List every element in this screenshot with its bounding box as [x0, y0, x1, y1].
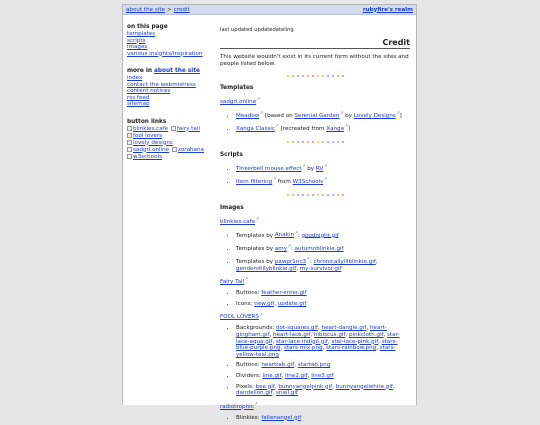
list-text: ] [399, 112, 402, 119]
sparkle-dot [312, 141, 314, 143]
sparkle-dot [287, 75, 289, 77]
file-link[interactable]: new.gif [254, 300, 275, 307]
page-container [122, 4, 417, 421]
credit-site-radiotrophic[interactable]: radiotrophic ↗ [220, 404, 258, 410]
file-link[interactable]: star-lace-indigo.gif [275, 338, 328, 345]
file-link[interactable]: startab.png [297, 362, 331, 369]
file-link[interactable]: heart-lace.gif [273, 331, 311, 338]
top-bar [123, 5, 416, 15]
list-item [236, 230, 410, 239]
file-link[interactable]: bunnyangelpink.gif [278, 383, 333, 390]
sparkle-dot [297, 194, 299, 196]
list-item [236, 362, 410, 369]
button-links [127, 126, 215, 161]
credit-link-serenial-garden[interactable]: Serenial Garden ↗ [294, 113, 343, 119]
file-link[interactable]: bunnyangelwhite.gif [335, 383, 393, 390]
credit-link-xanga-classic[interactable]: Xanga Classic ↗ [236, 126, 279, 132]
credit-link-rv[interactable]: RV ↗ [316, 166, 327, 172]
credit-site-fairy-tail[interactable]: Fairy Tail ↗ [220, 279, 248, 285]
list-text: : [290, 245, 295, 252]
list-text: Templates by [236, 245, 275, 252]
sparkle-dot [312, 194, 314, 196]
sparkle-dot [317, 194, 319, 196]
file-link[interactable]: line2.gif [285, 372, 308, 379]
scripts-list [236, 163, 410, 186]
list-text: Buttons: [236, 290, 262, 297]
sparkle-dot [302, 194, 304, 196]
button-link-zorahana[interactable]: zorahana [177, 146, 204, 153]
credit-site-fool-lovers[interactable]: FOOL LOVERS ↗ [220, 314, 263, 320]
list-text: Blinkies: [236, 414, 262, 421]
file-list: hearttab.gif, startab.png [261, 362, 331, 369]
sparkle-dot [322, 194, 324, 196]
sparkle-dot [327, 75, 329, 77]
credit-link-lovely-designs[interactable]: Lovely Designs ↗ [354, 113, 400, 119]
file-link[interactable]: genderstillyblinkie.gif [236, 265, 297, 272]
more-in-prefix: more in [127, 68, 152, 74]
broken-image-icon [172, 147, 177, 152]
sparkle-dot [312, 75, 314, 77]
page-title: Credit [220, 38, 410, 49]
credit-site-blinkies[interactable]: blinkies.cafe ↗ [220, 219, 259, 225]
sparkle-divider [220, 190, 410, 201]
list-text: Templates by [236, 259, 275, 266]
file-link[interactable]: update.gif [277, 300, 307, 307]
broken-image-icon [127, 140, 132, 145]
nav-scripts[interactable]: scripts [127, 37, 146, 44]
sparkle-dot [287, 194, 289, 196]
sparkle-dot [342, 75, 344, 77]
sparkle-dot [327, 194, 329, 196]
list-text: [based on [263, 112, 295, 119]
sparkle-divider [220, 70, 410, 81]
list-text: by [343, 112, 354, 119]
file-link[interactable]: heart-dangle.gif [321, 325, 367, 332]
sparkle-dot [327, 141, 329, 143]
file-link[interactable]: autumnblinkie.gif [294, 245, 344, 252]
sparkle-dot [322, 141, 324, 143]
nav-index[interactable]: index [127, 75, 143, 81]
list-item [236, 325, 410, 358]
list-item [236, 110, 410, 119]
sparkle-dot [342, 194, 344, 196]
sparkle-dot [337, 194, 339, 196]
broken-image-icon [127, 126, 132, 131]
button-link-fairy-tail[interactable]: fairy tail [176, 125, 200, 132]
on-this-page-list [127, 31, 215, 57]
file-link[interactable]: snail.gif [276, 390, 298, 397]
button-link-blinkies[interactable]: blinkies.cafe [133, 125, 169, 132]
breadcrumb [126, 7, 190, 13]
fairy-tail-list [236, 290, 410, 307]
more-in-about-link[interactable]: about the site [153, 68, 200, 74]
credit-link-tinkerbell[interactable]: Tinkerbell mouse effect ↗ [236, 166, 305, 172]
breadcrumb-separator: > [166, 6, 172, 13]
images-heading: Images [220, 204, 244, 211]
credit-link-w3schools[interactable]: W3Schools ↗ [293, 179, 327, 185]
file-link[interactable]: goodnight.gif [301, 232, 339, 239]
sparkle-dot [307, 194, 309, 196]
site-title-link[interactable]: rubyfire's realm [362, 6, 413, 13]
nav-insights[interactable]: various insights/inspiration [127, 50, 203, 57]
list-item [236, 163, 410, 172]
last-updated: last updated updatedateling [220, 27, 294, 33]
file-link[interactable]: feather-enter.gif [261, 290, 307, 297]
button-link-lovely-designs[interactable]: lovely designs [133, 139, 173, 146]
broken-image-icon [171, 126, 176, 131]
templates-heading: Templates [220, 85, 254, 91]
sparkle-dot [332, 75, 334, 77]
more-in-list [127, 75, 215, 108]
button-link-sadgrl[interactable]: sadgrl.online [133, 146, 170, 153]
list-text: Templates by [236, 232, 275, 239]
credit-link-meadow[interactable]: Meadow ↗ [236, 113, 263, 119]
list-text: : [297, 232, 302, 239]
list-text: : [309, 259, 314, 266]
list-text: ] [347, 126, 351, 133]
sparkle-dot [332, 194, 334, 196]
button-link-fool-lovers[interactable]: fool lovers [133, 132, 163, 139]
credit-site-sadgrl[interactable]: sadgrl.online ↗ [220, 99, 260, 105]
nav-rss-feed[interactable]: rss feed [127, 94, 150, 101]
file-link[interactable]: hibiscus.gif [313, 331, 346, 338]
list-text: , [296, 265, 300, 272]
sparkle-dot [302, 75, 304, 77]
radiotrophic-list [236, 415, 410, 422]
more-in-heading [127, 68, 215, 74]
sparkle-dot [307, 75, 309, 77]
sparkle-dot [307, 141, 309, 143]
sparkle-divider [220, 137, 410, 148]
sparkle-dot [287, 141, 289, 143]
list-text: Dividers: [236, 372, 263, 379]
list-item [236, 243, 410, 252]
nav-contact[interactable]: contact the webmistress [127, 81, 196, 88]
broken-image-icon [127, 133, 132, 138]
list-text: , [375, 259, 378, 266]
sparkle-dot [342, 141, 344, 143]
list-item [236, 384, 410, 397]
nav-images[interactable]: images [127, 44, 148, 50]
sidebar [127, 24, 215, 161]
list-item [236, 176, 410, 185]
sparkle-dot [337, 141, 339, 143]
file-link[interactable]: star-lace-aqua.gif [236, 331, 400, 345]
file-link[interactable]: stars-mix.png [284, 345, 323, 352]
nav-sitemap[interactable]: sitemap [127, 101, 150, 107]
file-link[interactable]: chronicallyillblinkie.gif [313, 259, 376, 266]
breadcrumb-credit[interactable]: credit [173, 6, 190, 13]
file-link[interactable]: dot-squares.gif [275, 325, 318, 332]
file-link[interactable]: stars-yellow-teal.png [236, 345, 396, 358]
intro-text: This website wouldn't exist in its current form without the sites and people listed below. [220, 54, 409, 67]
nav-templates[interactable]: templates [127, 31, 156, 37]
file-link[interactable]: dandelion.gif [236, 390, 273, 397]
sparkle-dot [337, 75, 339, 77]
nav-content-notices[interactable]: content notices [127, 88, 171, 94]
templates-list [236, 110, 410, 133]
list-text: Icons: [236, 300, 255, 307]
broken-image-icon [127, 147, 132, 152]
file-link[interactable]: heart-gingham.gif [236, 325, 387, 338]
sparkle-dot [317, 141, 319, 143]
sparkle-dot [322, 75, 324, 77]
credit-link-anakin[interactable]: Anakin ↗ [275, 232, 298, 238]
sparkle-dot [297, 75, 299, 77]
sparkle-dot [302, 141, 304, 143]
broken-image-icon [127, 154, 132, 159]
file-link[interactable]: fallenangel.gif [261, 414, 302, 421]
breadcrumb-about-the-site[interactable]: about the site [126, 6, 165, 13]
list-text: Buttons: [236, 362, 262, 369]
file-link[interactable]: pinkcloth.gif [348, 331, 384, 338]
list-item [236, 256, 410, 272]
file-link[interactable]: my-survivor.gif [299, 265, 342, 272]
list-text: [recreated from [278, 126, 327, 133]
credit-link-amy[interactable]: amy ↗ [275, 246, 291, 252]
list-text: Backgrounds: [236, 325, 276, 332]
sparkle-dot [292, 75, 294, 77]
credit-link-xanga[interactable]: Xanga ↗ [326, 126, 348, 132]
file-link[interactable]: stars-blue-purple.png [236, 338, 398, 352]
list-text: Pixels: [236, 383, 256, 390]
button-links-heading: button links [127, 118, 167, 125]
fool-lovers-list [236, 325, 410, 396]
credit-link-item-filtering[interactable]: Item filtering ↗ [236, 179, 276, 185]
list-item [236, 123, 410, 132]
sparkle-dot [332, 141, 334, 143]
sparkle-dot [317, 75, 319, 77]
file-link[interactable]: star-lace-pink.gif [331, 338, 379, 345]
list-item [236, 290, 410, 297]
file-list: line.gif, line2.gif, line3.gif [262, 372, 334, 379]
credit-link-pawpr1nc3[interactable]: pawpr1nc3 ↗ [275, 259, 310, 265]
list-text: by [305, 165, 316, 172]
button-link-w3schools[interactable]: w3schools [133, 153, 162, 160]
file-list: bee.gif, bunnyangelpink.gif, bunnyangelwhite.gif, dandelion.gif, snail.gif [236, 383, 395, 397]
sparkle-dot [292, 194, 294, 196]
file-link[interactable]: bee.gif [255, 383, 275, 390]
list-item [236, 301, 410, 308]
file-link[interactable]: hearttab.gif [261, 362, 295, 369]
sparkle-dot [297, 141, 299, 143]
on-this-page-heading: on this page [127, 24, 168, 30]
list-item [236, 373, 410, 380]
list-text: from [276, 179, 293, 186]
main-content [220, 27, 410, 425]
list-text: , [274, 300, 278, 307]
file-list: dot-squares.gif, heart-dangle.gif, heart-gingham.gif, heart-lace.gif, hibiscus.gif, pinkcloth.gif, star-lace-aqua.gif, star-lace-indigo.gif, star-lace-pink.gif, stars-blue-purple.png, stars-mix.png, stars-rainbow.png, stars-yellow-teal.png [236, 325, 400, 358]
sparkle-dot [292, 141, 294, 143]
scripts-heading: Scripts [220, 151, 243, 158]
list-item [236, 415, 410, 422]
blinkies-list [236, 230, 410, 273]
file-link[interactable]: line.gif [262, 372, 282, 379]
file-link[interactable]: line3.gif [311, 372, 334, 379]
file-link[interactable]: stars-rainbow.png [326, 345, 377, 352]
